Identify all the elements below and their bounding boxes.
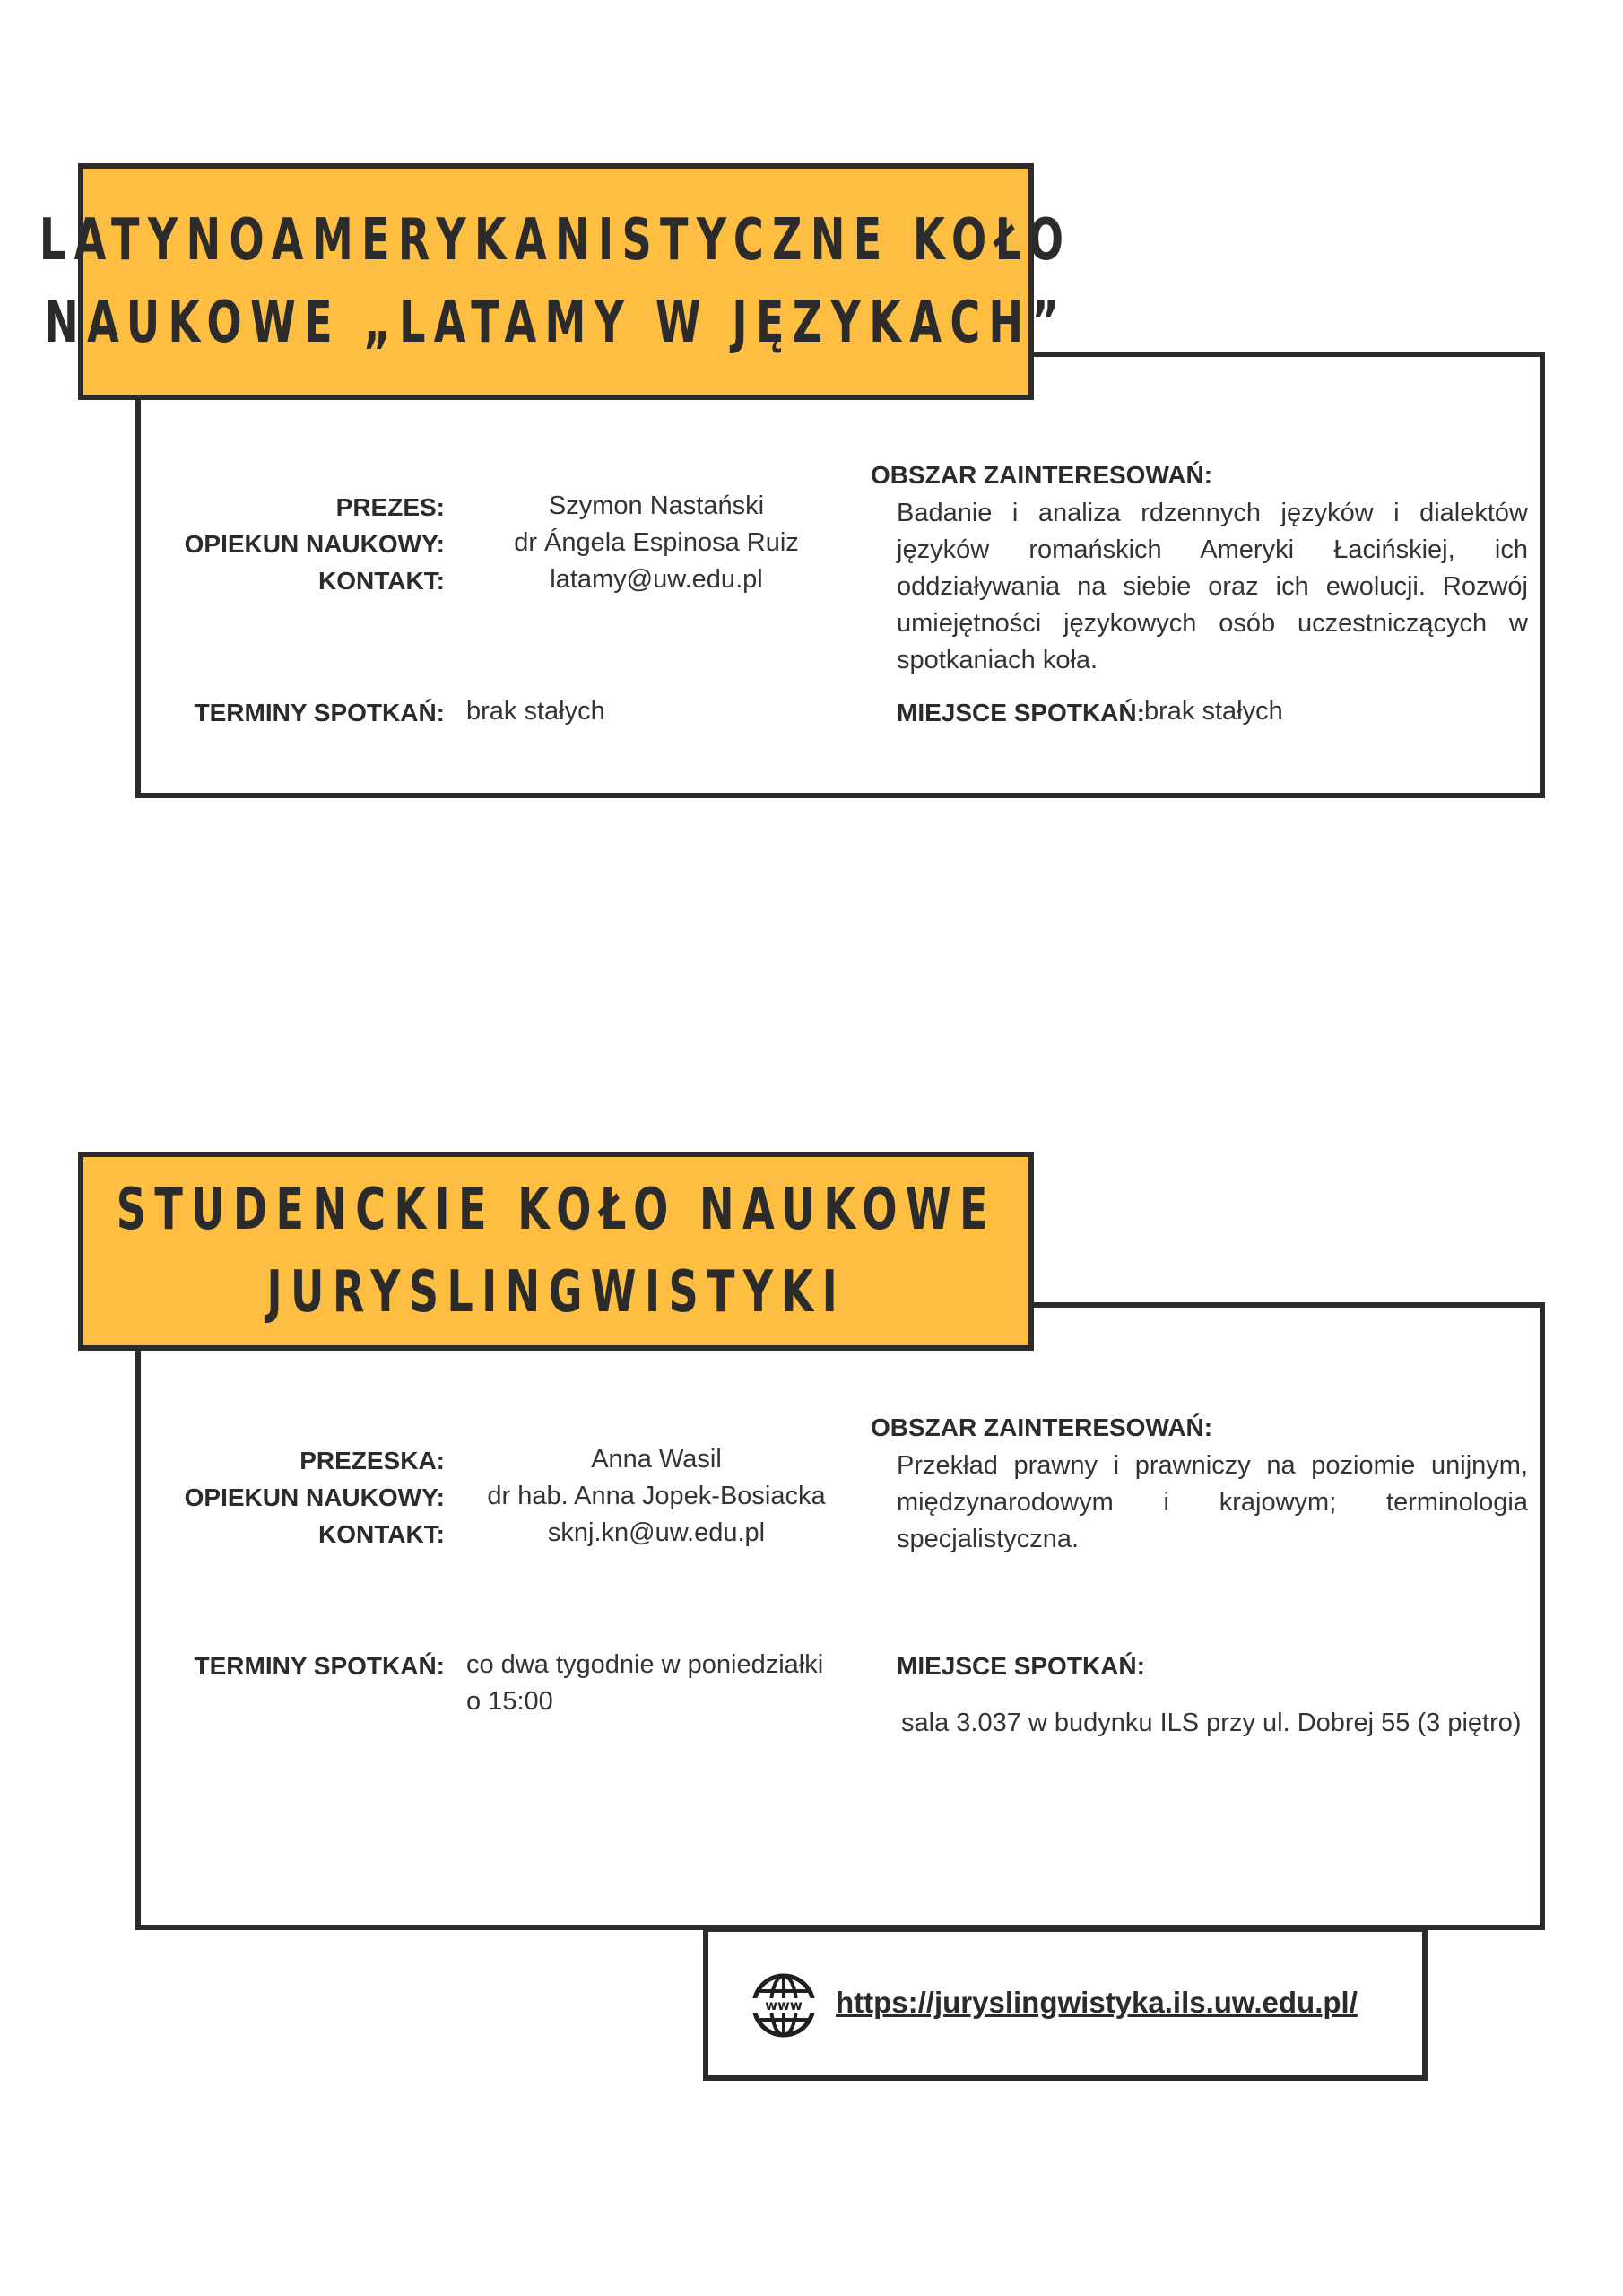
svg-text:www: www xyxy=(765,1997,803,2013)
section2-interests-label: OBSZAR ZAINTERESOWAŃ: xyxy=(871,1413,1213,1441)
section2-title-box xyxy=(78,1152,1034,1351)
section2-contact[interactable]: sknj.kn@uw.edu.pl xyxy=(547,1518,766,1547)
section2-title-line1: STUDENCKIE KOŁO NAUKOWE xyxy=(116,1177,996,1243)
section2-meeting-place-label: MIEJSCE SPOTKAŃ: xyxy=(897,1652,1145,1680)
section2-supervisor-label: OPIEKUN NAUKOWY: xyxy=(184,1483,445,1511)
section2-president-label: PREZESKA: xyxy=(299,1447,445,1474)
section1-title xyxy=(39,199,1072,364)
website-link[interactable]: https://juryslingwistyka.ils.uw.edu.pl/ xyxy=(836,1986,1358,2019)
section2-president: Anna Wasil xyxy=(591,1445,722,1474)
section1-meeting-place-label: MIEJSCE SPOTKAŃ: xyxy=(897,699,1145,726)
section2-meeting-times-label: TERMINY SPOTKAŃ: xyxy=(194,1652,445,1680)
section1-meeting-times: brak stałych xyxy=(466,697,605,726)
section1-interests-label: OBSZAR ZAINTERESOWAŃ: xyxy=(871,461,1213,489)
section1-title-line2: NAUKOWE „LATAMY W JĘZYKACH” xyxy=(44,290,1068,356)
section1-supervisor-label: OPIEKUN NAUKOWY: xyxy=(184,530,445,558)
section1-meeting-place: brak stałych xyxy=(1144,697,1283,726)
section1-title-line1: LATYNOAMERYKANISTYCZNE KOŁO xyxy=(39,207,1072,274)
section2-contact-label: KONTAKT: xyxy=(317,1520,445,1548)
section2-meeting-times-line2: o 15:00 xyxy=(466,1687,553,1716)
section1-contact[interactable]: latamy@uw.edu.pl xyxy=(550,565,763,594)
section2-meeting-place: sala 3.037 w budynku ILS przy ul. Dobrej 55 (3 piętro) xyxy=(901,1709,1522,1737)
section2-meeting-times-line1: co dwa tygodnie w poniedziałki xyxy=(466,1650,824,1679)
section2-title xyxy=(116,1169,995,1334)
section1-meeting-times-label: TERMINY SPOTKAŃ: xyxy=(194,699,445,726)
www-globe-icon xyxy=(751,1973,816,2038)
section1-supervisor: dr Ángela Espinosa Ruiz xyxy=(514,528,799,557)
section2-card xyxy=(135,1302,1545,1930)
section2-title-line2: JURYSLINGWISTYKI xyxy=(266,1259,846,1326)
section2-interests: Przekład prawny i prawniczy na poziomie unijnym, międzynarodowym i krajowym; terminologia specjalistyczna. xyxy=(897,1451,1528,1553)
section1-president: Szymon Nastański xyxy=(548,491,765,520)
section2-supervisor: dr hab. Anna Jopek-Bosiacka xyxy=(487,1482,826,1510)
section1-title-box xyxy=(39,163,1072,400)
section1-president-label: PREZES: xyxy=(335,493,445,521)
section1-interests: Badanie i analiza rdzennych języków i dialektów języków romańskich Ameryki Łacińskiej, ich oddziaływania na siebie oraz ich ewolucji. Rozwój umiejętności językowych osób uczestniczących w spotkaniach koła. xyxy=(897,499,1528,674)
section1-contact-label: KONTAKT: xyxy=(317,567,445,595)
